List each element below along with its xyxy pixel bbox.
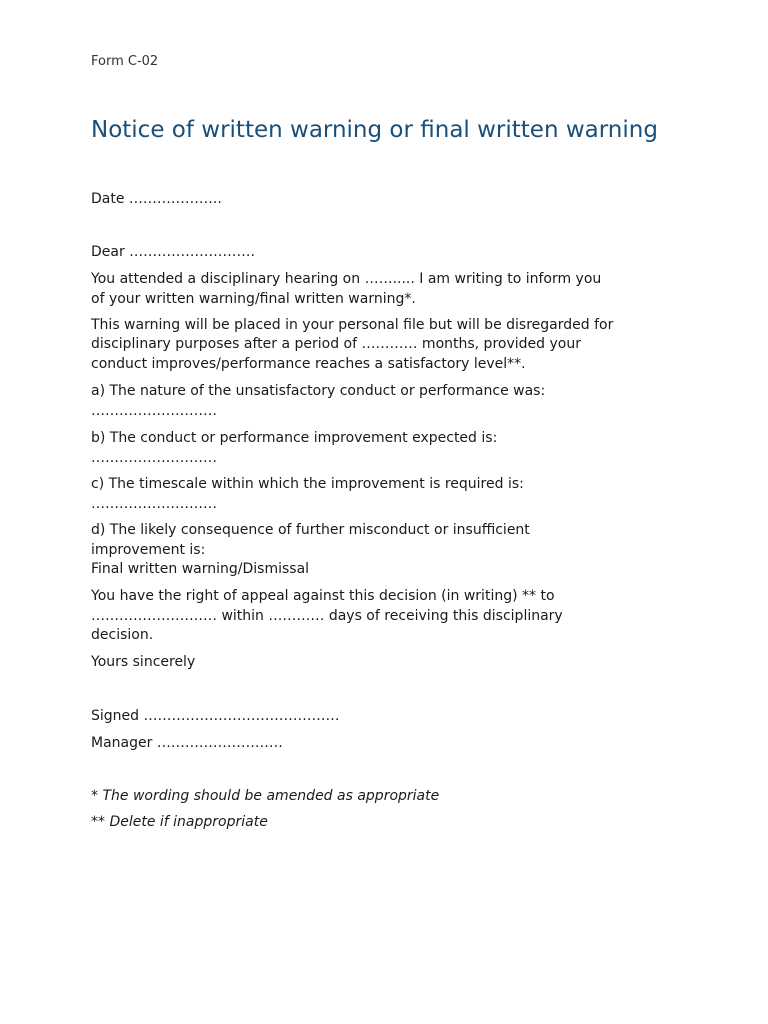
item-d-line-1: d) The likely consequence of further misconduct or insufficient [91,522,530,538]
paragraph-2-line-2: disciplinary purposes after a period of ………… months, provided your [91,336,581,352]
manager-line: Manager ……………………… [91,735,283,751]
paragraph-1-line-1: You attended a disciplinary hearing on ……..... I am writing to inform you [91,271,602,287]
appeal-line-1: You have the right of appeal against this decision (in writing) ** to [91,588,555,604]
signed-line: Signed …………………………………… [91,708,340,724]
page-title: Notice of written warning or final written warning [91,117,658,143]
paragraph-2-line-3: conduct improves/performance reaches a satisfactory level**. [91,356,526,372]
item-a-blank: ……………………… [91,403,217,419]
item-d-line-2: improvement is: [91,542,206,558]
item-c-text: c) The timescale within which the improvement is required is: [91,476,524,492]
item-a-text: a) The nature of the unsatisfactory conduct or performance was: [91,383,546,399]
appeal-line-3: decision. [91,627,154,643]
item-b-text: b) The conduct or performance improvement expected is: [91,430,498,446]
footnote-2: ** Delete if inappropriate [91,814,268,830]
form-id: Form C-02 [91,54,159,69]
footnote-1: * The wording should be amended as appropriate [91,788,440,804]
item-b-blank: ……………………… [91,450,217,466]
paragraph-2-line-1: This warning will be placed in your personal file but will be disregarded for [91,317,614,333]
item-c-blank: ……………………… [91,496,217,512]
date-line: Date ……………….. [91,191,222,207]
paragraph-1-line-2: of your written warning/final written warning*. [91,291,416,307]
salutation: Dear ……………………… [91,244,256,260]
appeal-line-2: ……………………… within ………… days of receiving this disciplinary [91,608,563,624]
item-d-line-3: Final written warning/Dismissal [91,561,310,577]
closing: Yours sincerely [91,654,196,670]
